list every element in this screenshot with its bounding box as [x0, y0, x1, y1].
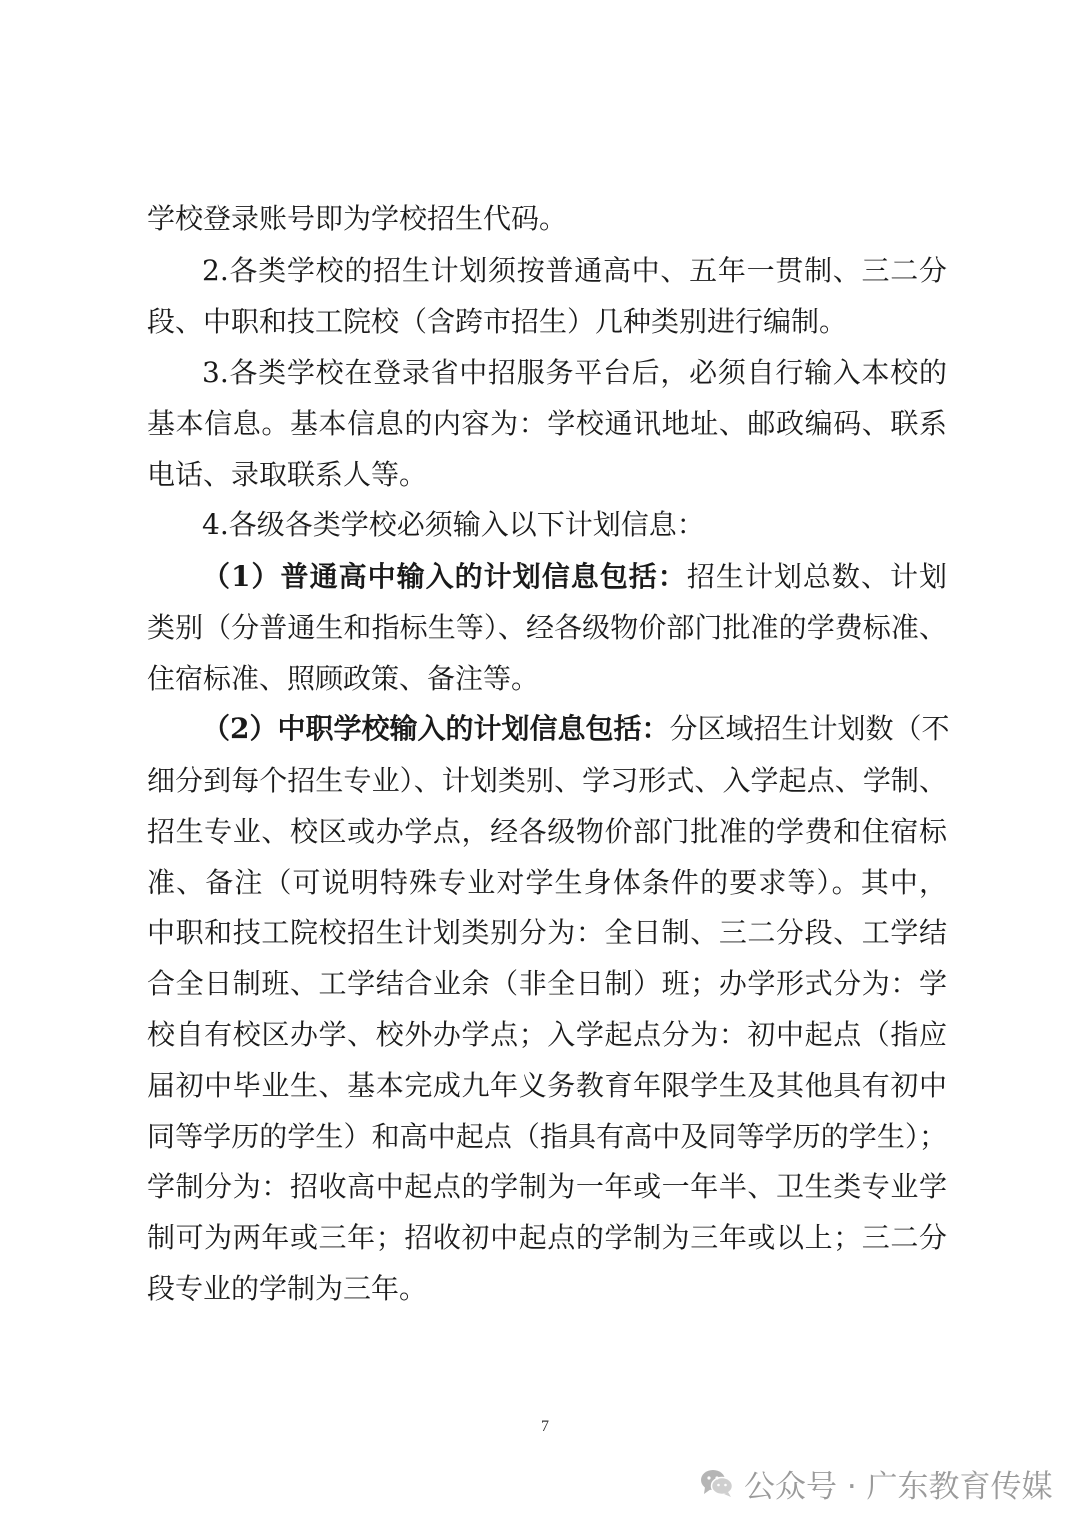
- text-line: 同等学历的学生）和高中起点（指具有高中及同等学历的学生）；: [147, 1120, 947, 1153]
- subheading-bold: （1）普通高中输入的计划信息包括：: [202, 560, 687, 593]
- text-line: 细分到每个招生专业）、计划类别、学习形式、入学起点、学制、: [147, 764, 947, 797]
- text-line: 校自有校区办学、校外办学点；入学起点分为：初中起点（指应: [147, 1018, 947, 1051]
- text-line: 住宿标准、照顾政策、备注等。: [147, 662, 540, 695]
- text-line: 学校登录账号即为学校招生代码。: [147, 202, 568, 235]
- text-line: 类别（分普通生和指标生等）、经各级物价部门批准的学费标准、: [147, 611, 947, 644]
- text-line: 段专业的学制为三年。: [147, 1272, 428, 1305]
- text-line: 4.各级各类学校必须输入以下计划信息：: [202, 508, 705, 541]
- text-line: 届初中毕业生、基本完成九年义务教育年限学生及其他具有初中: [147, 1069, 947, 1102]
- subheading-bold: （2）中职学校输入的计划信息包括：: [202, 712, 670, 745]
- text-line: 段、中职和技工院校（含跨市招生）几种类别进行编制。: [147, 305, 848, 338]
- watermark-text: 公众号 · 广东教育传媒: [744, 1468, 1053, 1505]
- text-line: 学制分为：招收高中起点的学制为一年或一年半、卫生类专业学: [147, 1170, 947, 1203]
- text-line: 合全日制班、工学结合业余（非全日制）班；办学形式分为：学: [147, 967, 947, 1000]
- text-line: （2）中职学校输入的计划信息包括：分区域招生计划数（不: [202, 712, 950, 745]
- text-line: （1）普通高中输入的计划信息包括：招生计划总数、计划: [202, 560, 947, 593]
- text-line: 3.各类学校在登录省中招服务平台后，必须自行输入本校的: [202, 356, 947, 389]
- text-line: 2.各类学校的招生计划须按普通高中、五年一贯制、三二分: [202, 254, 947, 287]
- text-line: 招生专业、校区或办学点，经各级物价部门批准的学费和住宿标: [147, 815, 947, 848]
- page-number: 7: [541, 1418, 549, 1435]
- text-line: 中职和技工院校招生计划类别分为：全日制、三二分段、工学结: [147, 916, 947, 949]
- text-line: 准、备注（可说明特殊专业对学生身体条件的要求等）。其中，: [147, 866, 947, 899]
- text-line: 基本信息。基本信息的内容为：学校通讯地址、邮政编码、联系: [147, 407, 947, 440]
- text-line: 制可为两年或三年；招收初中起点的学制为三年或以上；三二分: [147, 1221, 947, 1254]
- wechat-icon: [700, 1468, 734, 1498]
- watermark: [700, 1458, 1053, 1508]
- text-line: 电话、录取联系人等。: [147, 458, 428, 491]
